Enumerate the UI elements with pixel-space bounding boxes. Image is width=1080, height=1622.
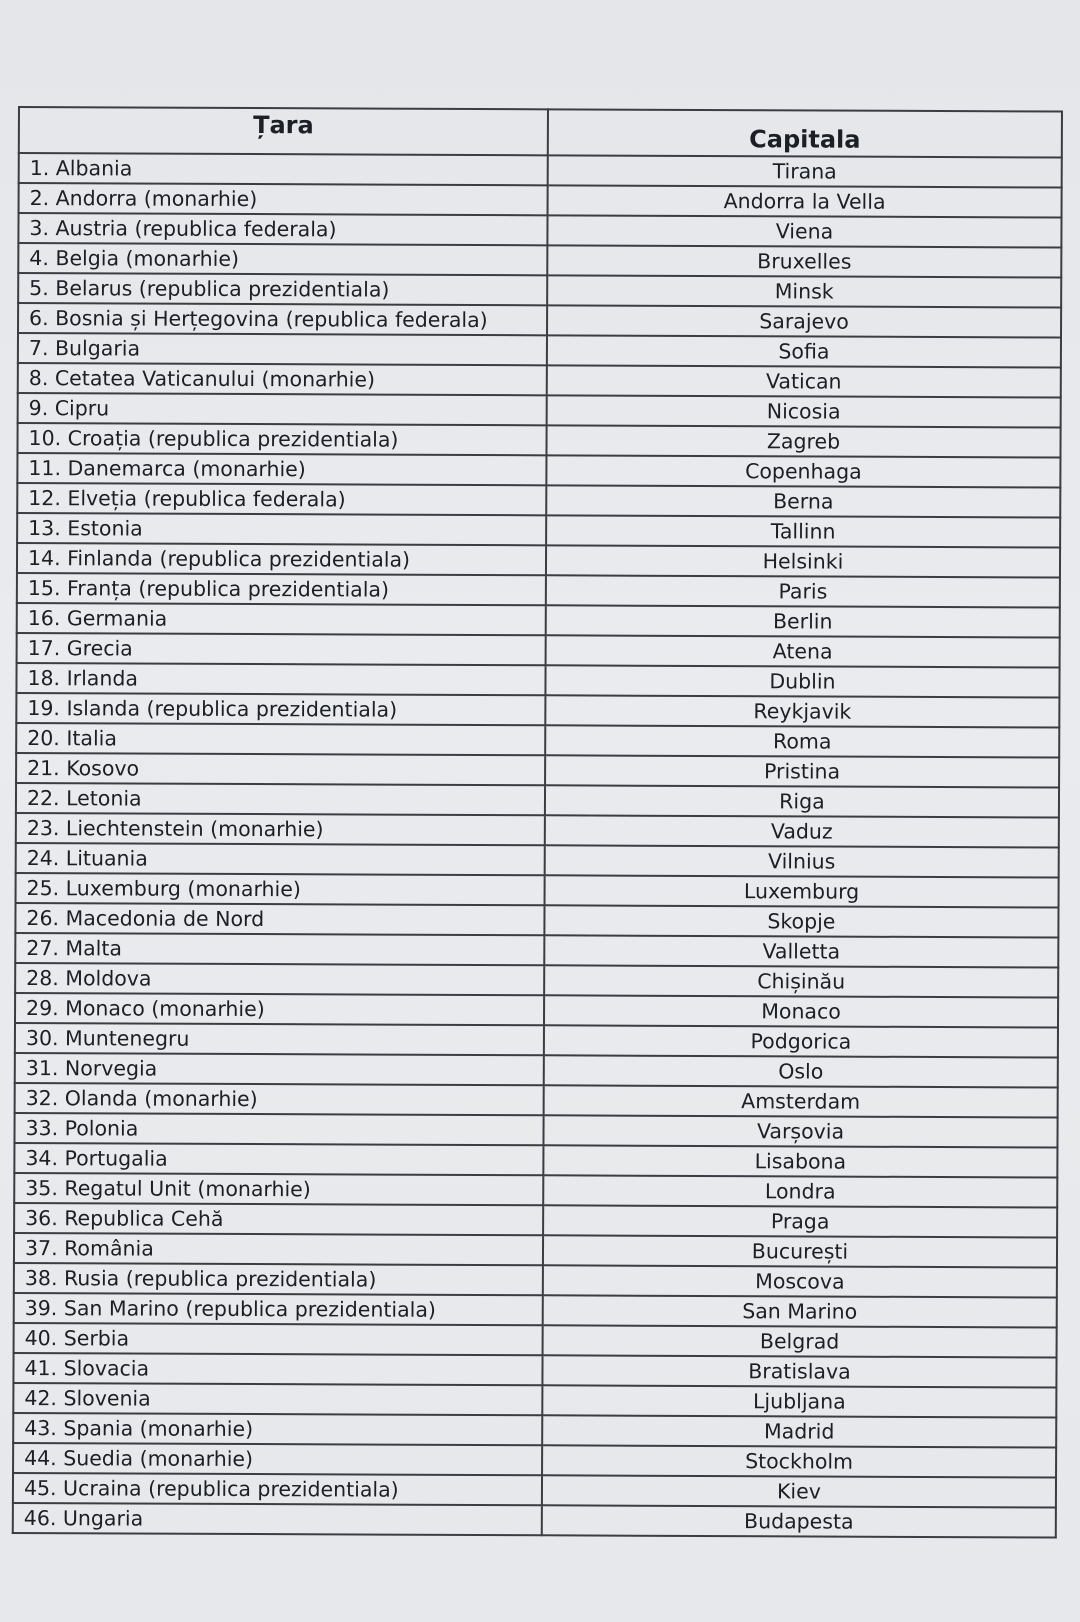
table-row xyxy=(15,963,1058,998)
country-cell: 9. Cipru xyxy=(18,393,547,425)
country-cell: 45. Ucraina (republica prezidentiala) xyxy=(13,1473,542,1505)
capital-cell: Podgorica xyxy=(544,1025,1058,1057)
capital-cell: Nicosia xyxy=(547,395,1061,427)
table-row xyxy=(16,753,1059,788)
table-row xyxy=(14,1293,1057,1328)
table-row xyxy=(16,813,1059,848)
country-cell: 19. Islanda (republica prezidentiala) xyxy=(16,693,545,725)
capital-cell: Atena xyxy=(546,635,1060,667)
table-row xyxy=(13,1443,1056,1478)
table-body xyxy=(13,153,1062,1538)
capital-cell: Praga xyxy=(543,1205,1057,1237)
table-row xyxy=(18,213,1061,248)
capital-cell: Oslo xyxy=(544,1055,1058,1087)
country-cell: 11. Danemarca (monarhie) xyxy=(17,453,546,485)
country-cell: 30. Muntenegru xyxy=(15,1023,544,1055)
table-row xyxy=(16,843,1059,878)
capital-cell: Tirana xyxy=(548,155,1062,187)
country-cell: 17. Grecia xyxy=(17,633,546,665)
table-row xyxy=(14,1233,1057,1268)
country-cell: 28. Moldova xyxy=(15,963,544,995)
capital-cell: Londra xyxy=(543,1175,1057,1207)
table-row xyxy=(18,333,1061,368)
capital-cell: Vaduz xyxy=(545,815,1059,847)
country-cell: 31. Norvegia xyxy=(15,1053,544,1085)
capital-cell: Belgrad xyxy=(543,1325,1057,1357)
table-row xyxy=(15,1083,1058,1118)
capital-cell: Chișinău xyxy=(544,965,1058,997)
country-cell: 46. Ungaria xyxy=(13,1503,542,1535)
capital-cell: Luxemburg xyxy=(545,875,1059,907)
table-row xyxy=(15,1023,1058,1058)
country-cell: 27. Malta xyxy=(15,933,544,965)
capital-cell: Vatican xyxy=(547,365,1061,397)
capital-cell: Bruxelles xyxy=(547,245,1061,277)
country-cell: 1. Albania xyxy=(19,153,548,185)
table-row xyxy=(13,1383,1056,1418)
country-cell: 15. Franța (republica prezidentiala) xyxy=(17,573,546,605)
country-cell: 32. Olanda (monarhie) xyxy=(15,1083,544,1115)
capital-cell: Viena xyxy=(547,215,1061,247)
table-row xyxy=(15,933,1058,968)
capital-cell: Riga xyxy=(545,785,1059,817)
capital-cell: Berlin xyxy=(546,605,1060,637)
table-row xyxy=(17,453,1060,488)
country-cell: 42. Slovenia xyxy=(13,1383,542,1415)
country-cell: 4. Belgia (monarhie) xyxy=(18,243,547,275)
capital-cell: Reykjavik xyxy=(545,695,1059,727)
country-cell: 39. San Marino (republica prezidentiala) xyxy=(14,1293,543,1325)
country-cell: 14. Finlanda (republica prezidentiala) xyxy=(17,543,546,575)
table-row xyxy=(17,513,1060,548)
capital-cell: Pristina xyxy=(545,755,1059,787)
country-cell: 35. Regatul Unit (monarhie) xyxy=(14,1173,543,1205)
table-row xyxy=(15,903,1058,938)
country-cell: 29. Monaco (monarhie) xyxy=(15,993,544,1025)
country-cell: 34. Portugalia xyxy=(14,1143,543,1175)
country-cell: 37. România xyxy=(14,1233,543,1265)
countries-capitals-table xyxy=(12,106,1063,1539)
table-row xyxy=(17,423,1060,458)
table-row xyxy=(13,1353,1056,1388)
table-row xyxy=(13,1473,1056,1508)
capital-cell: Madrid xyxy=(542,1415,1056,1447)
table-row xyxy=(16,873,1059,908)
capital-cell: Berna xyxy=(546,485,1060,517)
table-row xyxy=(14,1173,1057,1208)
table-row xyxy=(14,1203,1057,1238)
country-cell: 7. Bulgaria xyxy=(18,333,547,365)
capital-cell: Sofia xyxy=(547,335,1061,367)
capital-cell: Monaco xyxy=(544,995,1058,1027)
country-cell: 20. Italia xyxy=(16,723,545,755)
country-cell: 16. Germania xyxy=(17,603,546,635)
table-row xyxy=(16,783,1059,818)
country-cell: 38. Rusia (republica prezidentiala) xyxy=(14,1263,543,1295)
capital-cell: Dublin xyxy=(545,665,1059,697)
capital-column-header: Capitala xyxy=(548,109,1062,157)
table-row xyxy=(14,1143,1057,1178)
table-row xyxy=(13,1413,1056,1448)
country-cell: 13. Estonia xyxy=(17,513,546,545)
country-cell: 41. Slovacia xyxy=(13,1353,542,1385)
capital-cell: Ljubljana xyxy=(542,1385,1056,1417)
capital-cell: Paris xyxy=(546,575,1060,607)
capital-cell: Vilnius xyxy=(545,845,1059,877)
table-row xyxy=(15,993,1058,1028)
table-row xyxy=(14,1323,1057,1358)
table-row xyxy=(16,723,1059,758)
capital-cell: Helsinki xyxy=(546,545,1060,577)
capital-cell: Copenhaga xyxy=(546,455,1060,487)
capital-cell: Lisabona xyxy=(543,1145,1057,1177)
table-row xyxy=(18,363,1061,398)
country-column-header: Țara xyxy=(19,107,548,155)
capital-cell: Minsk xyxy=(547,275,1061,307)
country-cell: 36. Republica Cehă xyxy=(14,1203,543,1235)
capital-cell: Sarajevo xyxy=(547,305,1061,337)
table-row xyxy=(17,543,1060,578)
table-row xyxy=(14,1263,1057,1298)
country-cell: 8. Cetatea Vaticanului (monarhie) xyxy=(18,363,547,395)
country-cell: 10. Croația (republica prezidentiala) xyxy=(17,423,546,455)
country-cell: 26. Macedonia de Nord xyxy=(15,903,544,935)
capital-cell: Moscova xyxy=(543,1265,1057,1297)
capital-cell: Roma xyxy=(545,725,1059,757)
table-row xyxy=(17,633,1060,668)
capital-cell: San Marino xyxy=(543,1295,1057,1327)
country-cell: 22. Letonia xyxy=(16,783,545,815)
table-row xyxy=(18,393,1061,428)
country-cell: 5. Belarus (republica prezidentiala) xyxy=(18,273,547,305)
table-row xyxy=(17,573,1060,608)
capital-cell: Valletta xyxy=(544,935,1058,967)
table-header-row xyxy=(19,107,1062,158)
country-cell: 18. Irlanda xyxy=(16,663,545,695)
table-row xyxy=(13,1503,1056,1538)
country-cell: 43. Spania (monarhie) xyxy=(13,1413,542,1445)
capital-cell: Varșovia xyxy=(543,1115,1057,1147)
capital-cell: Skopje xyxy=(544,905,1058,937)
capital-cell: Amsterdam xyxy=(544,1085,1058,1117)
country-cell: 25. Luxemburg (monarhie) xyxy=(16,873,545,905)
country-cell: 23. Liechtenstein (monarhie) xyxy=(16,813,545,845)
country-cell: 21. Kosovo xyxy=(16,753,545,785)
country-cell: 40. Serbia xyxy=(14,1323,543,1355)
country-cell: 6. Bosnia și Herțegovina (republica federala) xyxy=(18,303,547,335)
capital-cell: Zagreb xyxy=(546,425,1060,457)
capital-cell: Tallinn xyxy=(546,515,1060,547)
country-cell: 33. Polonia xyxy=(14,1113,543,1145)
table-row xyxy=(16,663,1059,698)
capital-cell: Budapesta xyxy=(542,1505,1056,1537)
country-cell: 24. Lituania xyxy=(16,843,545,875)
table-row xyxy=(19,153,1062,188)
table-row xyxy=(14,1113,1057,1148)
country-cell: 2. Andorra (monarhie) xyxy=(19,183,548,215)
table-row xyxy=(18,303,1061,338)
table-row xyxy=(17,603,1060,638)
country-cell: 44. Suedia (monarhie) xyxy=(13,1443,542,1475)
capital-cell: Kiev xyxy=(542,1475,1056,1507)
capital-cell: Stockholm xyxy=(542,1445,1056,1477)
table-row xyxy=(15,1053,1058,1088)
table-row xyxy=(18,273,1061,308)
country-cell: 12. Elveția (republica federala) xyxy=(17,483,546,515)
table-row xyxy=(18,243,1061,278)
table-row xyxy=(19,183,1062,218)
capital-cell: Andorra la Vella xyxy=(548,185,1062,217)
table-row xyxy=(16,693,1059,728)
capital-cell: București xyxy=(543,1235,1057,1267)
capital-cell: Bratislava xyxy=(542,1355,1056,1387)
table-row xyxy=(17,483,1060,518)
country-cell: 3. Austria (republica federala) xyxy=(18,213,547,245)
